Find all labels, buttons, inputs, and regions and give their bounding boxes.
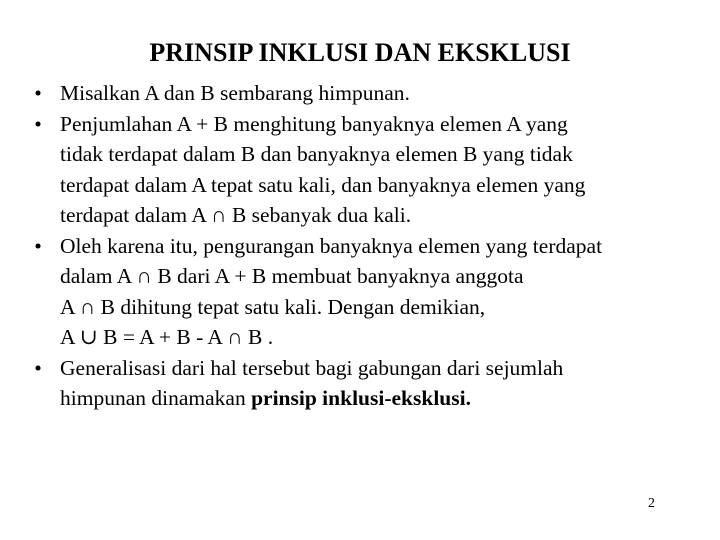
bullet-list <box>28 78 708 414</box>
bullet-item <box>28 109 708 231</box>
slide-title: PRINSIP INKLUSI DAN EKSKLUSI <box>149 38 571 67</box>
bullet-item <box>28 353 708 414</box>
bullet-dot: • <box>34 111 42 136</box>
bullet-text: himpunan dinamakan <box>60 386 252 410</box>
bullet-line: Penjumlahan A + B menghitung banyaknya elemen A yang <box>60 111 568 136</box>
bullet-line: terdapat dalam A tepat satu kali, dan banyaknya elemen yang <box>60 172 586 197</box>
bullet-dot: • <box>34 81 42 105</box>
bullet-line: Oleh karena itu, pengurangan banyaknya elemen yang terdapat <box>60 233 603 258</box>
bullet-line: Misalkan A dan B sembarang himpunan. <box>60 81 410 105</box>
bullet-line: dalam A ∩ B dari A + B membuat banyaknya anggota <box>60 264 524 288</box>
emphasis-term: prinsip inklusi-eksklusi. <box>251 386 471 410</box>
bullet-line: Generalisasi dari hal tersebut bagi gabungan dari sejumlah <box>60 355 564 380</box>
page-number: 2 <box>648 496 655 511</box>
bullet-dot: • <box>34 355 42 380</box>
bullet-item <box>28 231 708 353</box>
bullet-line: tidak terdapat dalam B dan banyaknya elemen B yang tidak <box>60 142 573 166</box>
bullet-item <box>28 78 708 109</box>
formula-line: A ∪ B = A + B - A ∩ B . <box>60 325 274 349</box>
bullet-line: A ∩ B dihitung tepat satu kali. Dengan demikian, <box>60 294 486 319</box>
bullet-line <box>60 383 708 414</box>
bullet-line: terdapat dalam A ∩ B sebanyak dua kali. <box>60 203 412 227</box>
bullet-dot: • <box>34 233 42 258</box>
